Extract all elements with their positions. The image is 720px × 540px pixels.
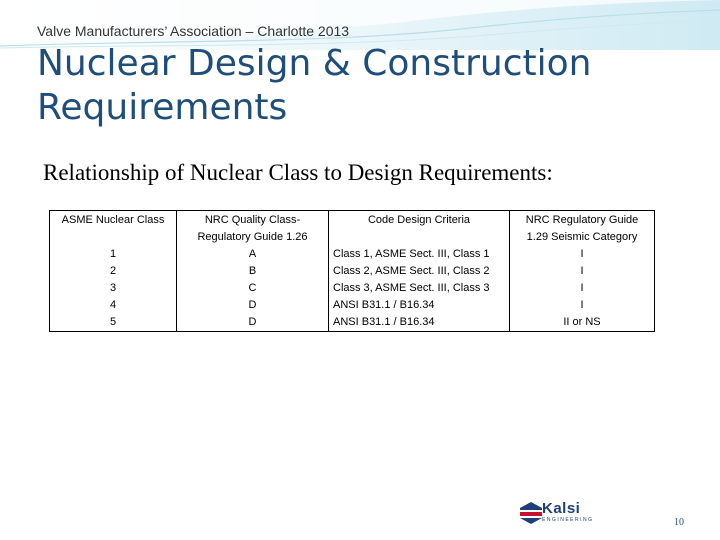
table-cell: ANSI B31.1 / B16.34 (329, 297, 510, 314)
table-cell: I (510, 297, 655, 314)
requirements-table (49, 210, 655, 332)
table-cell: B (177, 263, 329, 280)
slide-subtitle: Relationship of Nuclear Class to Design Requirements: (43, 160, 553, 185)
table-row (50, 246, 655, 263)
column-header: Code Design Criteria (329, 211, 510, 247)
table-row (50, 263, 655, 280)
table-cell: 4 (50, 297, 177, 314)
slide-title: Nuclear Design & Construction Requirements (37, 43, 592, 128)
table-cell: 2 (50, 263, 177, 280)
table-cell: II or NS (510, 314, 655, 332)
column-header: NRC Quality Class- Regulatory Guide 1.26 (177, 211, 329, 247)
table-cell: 3 (50, 280, 177, 297)
header-association-text: Valve Manufacturers’ Association – Charlotte 2013 (37, 23, 350, 39)
table-cell: A (177, 246, 329, 263)
logo-subtext: ENGINEERING (542, 517, 594, 523)
page-number: 10 (674, 517, 684, 528)
column-header: ASME Nuclear Class (50, 211, 177, 247)
table-cell: D (177, 297, 329, 314)
column-header: NRC Regulatory Guide 1.29 Seismic Category (510, 211, 655, 247)
table-cell: Class 2, ASME Sect. III, Class 2 (329, 263, 510, 280)
table-row (50, 280, 655, 297)
table-cell: I (510, 263, 655, 280)
table-cell: 1 (50, 246, 177, 263)
table-row (50, 314, 655, 332)
table-header-row (50, 211, 655, 247)
table-cell: 5 (50, 314, 177, 332)
table-cell: C (177, 280, 329, 297)
table-cell: ANSI B31.1 / B16.34 (329, 314, 510, 332)
table-row (50, 297, 655, 314)
table-cell: Class 3, ASME Sect. III, Class 3 (329, 280, 510, 297)
table-cell: D (177, 314, 329, 332)
kalsi-logo (520, 500, 616, 526)
logo-name: Kalsi (542, 500, 581, 517)
kalsi-logo-mark-icon (520, 502, 542, 524)
table-cell: Class 1, ASME Sect. III, Class 1 (329, 246, 510, 263)
table-cell: I (510, 246, 655, 263)
table-cell: I (510, 280, 655, 297)
